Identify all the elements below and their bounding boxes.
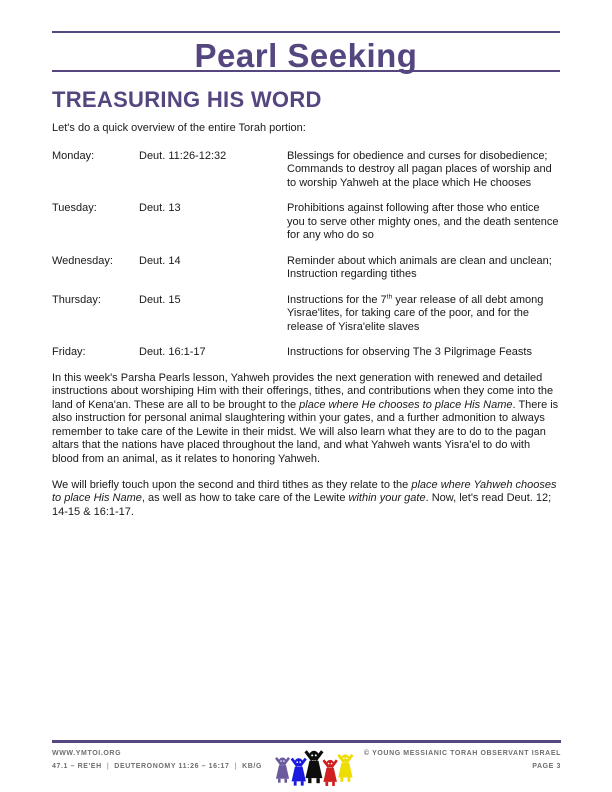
schedule-reference: Deut. 14 (139, 254, 181, 267)
footer-author-initials: KB/G (242, 763, 263, 770)
schedule-day: Wednesday: (52, 254, 113, 267)
children-praising-icon (269, 748, 357, 788)
schedule-reference: Deut. 11:26-12:32 (139, 149, 227, 162)
schedule-reference: Deut. 13 (139, 202, 181, 214)
title-row (52, 33, 560, 79)
footer-divider: | (234, 763, 238, 770)
intro-text: Let's do a quick overview of the entire Torah portion: (52, 122, 306, 134)
footer-lesson-info (52, 763, 262, 770)
page-header (52, 31, 560, 79)
schedule-day: Tuesday: (52, 202, 97, 214)
section-heading: TREASURING HIS WORD (52, 87, 322, 112)
schedule-description: Prohibitions against following after those who entice you to serve other mighty ones, and the death sentence for any who do so (287, 202, 559, 241)
ymtoi-children-logo (269, 748, 357, 788)
lesson-paragraph: We will briefly touch upon the second and third tithes as they relate to the place where Yahweh chooses to place His Name, as well as how to take care of the Lewite within your gate. Now, let's read Deut. 12; 14-15 & 16:1-17. (52, 478, 557, 518)
footer-divider: | (106, 763, 110, 770)
table-row (52, 255, 560, 282)
footer-scripture-range: DEUTERONOMY 11:26 – 16:17 (114, 763, 230, 770)
lesson-paragraph: In this week's Parsha Pearls lesson, Yahweh provides the next generation with renewed and detailed instructions about worshiping Him with their offerings, tithes, and contributions when they come into the land of Kena'an. These are all to be brought to the place where He chooses to place His Name. There is also instruction for personal animal slaughtering within your gates, and a further admonition to always remember to take care of the Lewite in their midst. We will also learn what they are to do to the pagan altars that the nations have placed throughout the land, and what Yahweh wants Yisra'el to do with blood from an animal, as it relates to honoring Yahweh. (52, 371, 559, 466)
schedule-day: Friday: (52, 346, 86, 358)
footer-copyright: © YOUNG MESSIANIC TORAH OBSERVANT ISRAEL (363, 750, 561, 757)
schedule-description: Instructions for observing The 3 Pilgrimage Feasts (287, 346, 532, 358)
schedule-day: Thursday: (52, 293, 101, 306)
schedule-description: Instructions for the 7th year release of all debt among Yisrae'lites, for taking care of the poor, and for the release of Yisra'elite slaves (287, 292, 544, 333)
page-footer (52, 740, 561, 788)
schedule-reference: Deut. 15 (139, 293, 181, 306)
table-row (52, 150, 560, 191)
footer-page-number: PAGE 3 (532, 763, 561, 770)
footer-left (52, 750, 262, 770)
schedule-description: Reminder about which animals are clean and unclean; Instruction regarding tithes (287, 254, 552, 280)
torah-schedule (52, 150, 560, 360)
table-row (52, 202, 560, 243)
footer-rule (52, 740, 561, 743)
schedule-reference: Deut. 16:1-17 (139, 346, 206, 358)
table-row (52, 346, 560, 360)
footer-lesson-number: 47.1 – RE'EH (52, 763, 102, 770)
footer-right (364, 750, 561, 770)
schedule-description: Blessings for obedience and curses for disobedience; Commands to destroy all pagan places of worship and to worship Yahweh at the place which He chooses (287, 149, 552, 189)
table-row (52, 294, 560, 335)
page-title: Pearl Seeking (194, 37, 418, 74)
footer-website: WWW.YMTOI.ORG (52, 750, 122, 757)
schedule-day: Monday: (52, 149, 95, 162)
